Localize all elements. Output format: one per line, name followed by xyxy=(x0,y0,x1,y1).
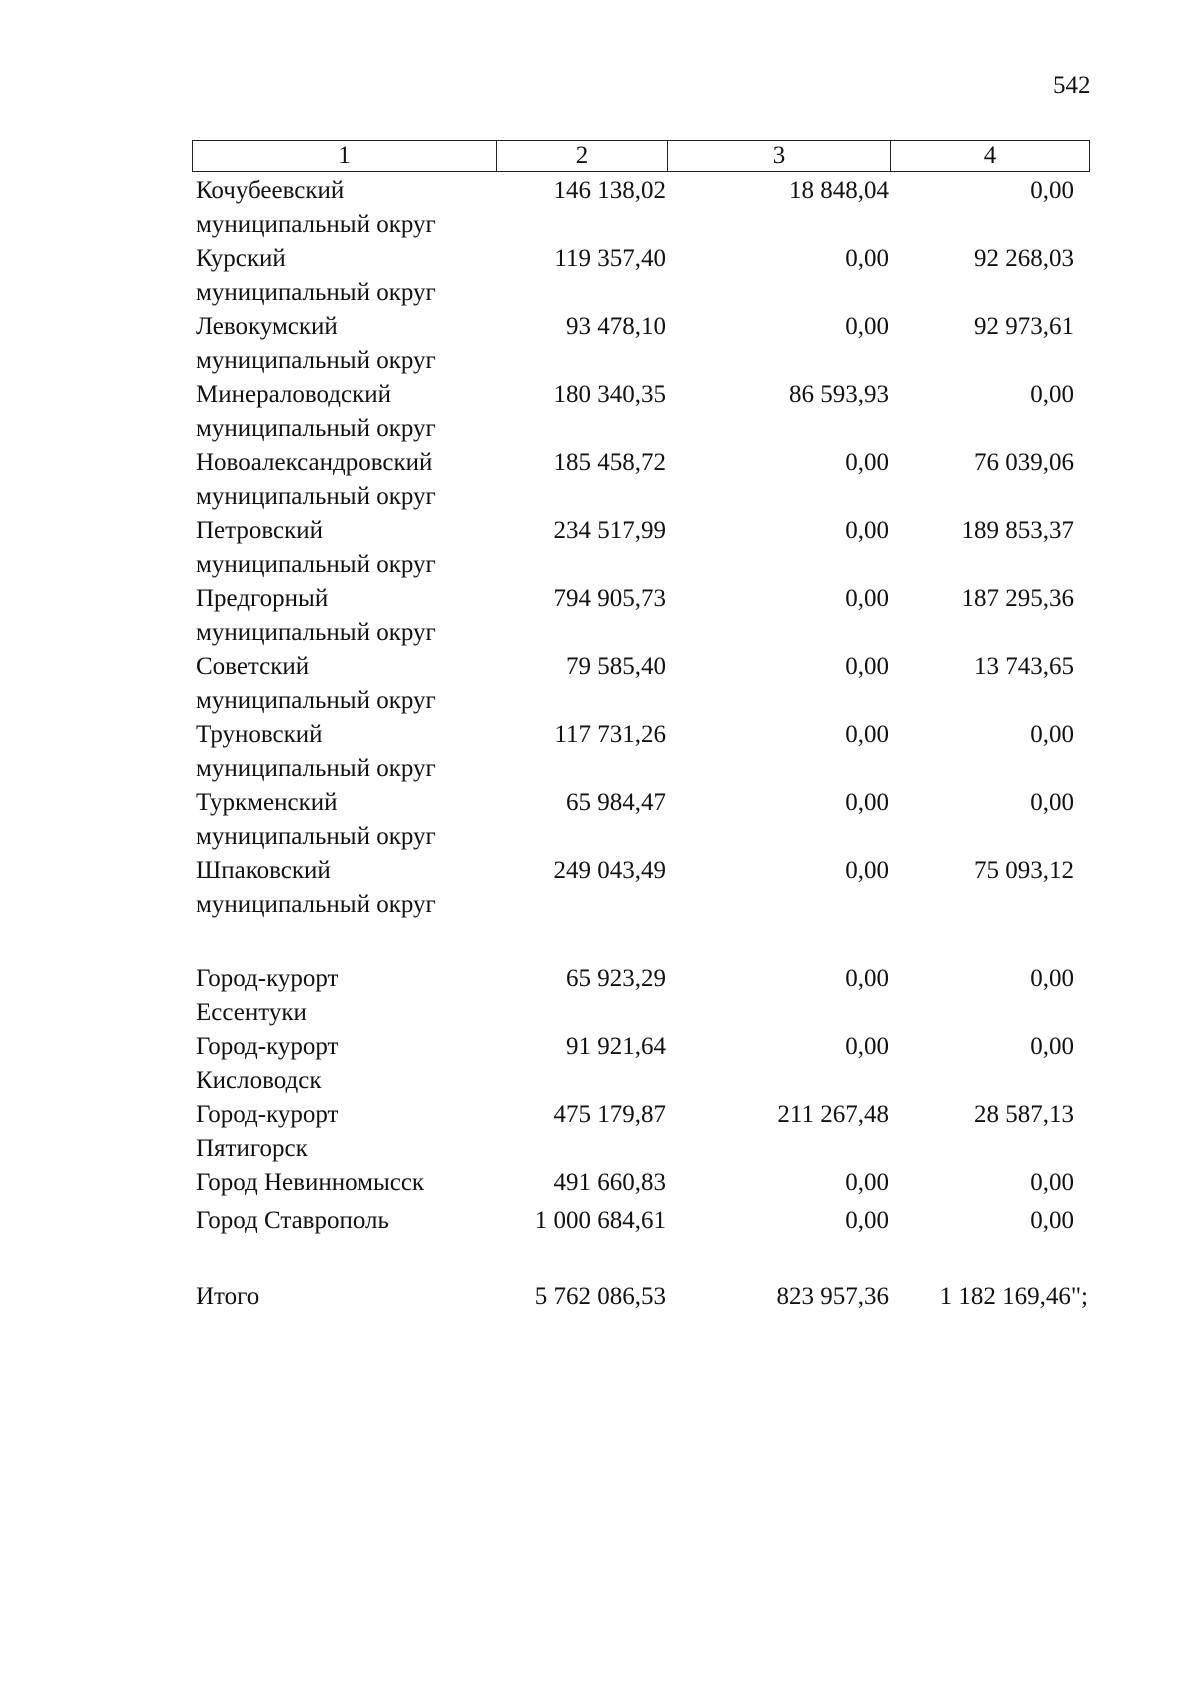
row-name-line1: Город-курорт xyxy=(196,965,339,992)
row-col-3: 0,00 xyxy=(845,517,889,544)
row-col-4: 187 295,36 xyxy=(961,585,1074,612)
row-name-line2: Ессентуки xyxy=(196,999,307,1026)
row-name-line1: Новоалександровский xyxy=(196,449,433,476)
row-name-line2: муниципальный округ xyxy=(196,687,436,714)
row-col-4: 0,00 xyxy=(1030,381,1074,408)
row-name-line1: Город Невинномысск xyxy=(196,1169,425,1196)
row-col-4: 92 268,03 xyxy=(974,245,1074,272)
row-col-4: 0,00 xyxy=(1030,177,1074,204)
row-col-3: 86 593,93 xyxy=(789,381,889,408)
row-col-4: 28 587,13 xyxy=(974,1101,1074,1128)
column-number-header xyxy=(192,140,1090,172)
row-col-3: 0,00 xyxy=(845,245,889,272)
row-name-line1: Советский xyxy=(196,653,310,680)
row-col-2: 119 357,40 xyxy=(554,245,666,272)
row-col-2: 79 585,40 xyxy=(566,653,666,680)
row-name-line2: муниципальный округ xyxy=(196,415,436,442)
row-name-line1: Минераловодский xyxy=(196,381,392,408)
row-name-line2: Кисловодск xyxy=(196,1067,322,1094)
row-name-line2: муниципальный округ xyxy=(196,551,436,578)
row-col-4: 75 093,12 xyxy=(974,857,1074,884)
total-col-4: 1 182 169,46"; xyxy=(939,1283,1088,1310)
row-col-2: 180 340,35 xyxy=(553,381,666,408)
row-col-3: 0,00 xyxy=(845,449,889,476)
row-col-3: 0,00 xyxy=(845,721,889,748)
row-col-4: 0,00 xyxy=(1030,1207,1074,1234)
header-col-3: 3 xyxy=(668,141,891,172)
row-col-3: 211 267,48 xyxy=(777,1101,889,1128)
row-col-2: 249 043,49 xyxy=(553,857,666,884)
row-col-2: 91 921,64 xyxy=(566,1033,666,1060)
row-name-line1: Туркменский xyxy=(196,789,338,816)
row-col-3: 0,00 xyxy=(845,789,889,816)
row-name-line1: Курский xyxy=(196,245,286,272)
total-label: Итого xyxy=(196,1283,260,1310)
row-col-2: 65 923,29 xyxy=(566,965,666,992)
row-col-3: 0,00 xyxy=(845,965,889,992)
row-col-4: 0,00 xyxy=(1030,721,1074,748)
row-col-3: 0,00 xyxy=(845,857,889,884)
total-col-3: 823 957,36 xyxy=(776,1283,889,1310)
row-col-4: 0,00 xyxy=(1030,965,1074,992)
page-number: 542 xyxy=(1053,72,1091,99)
row-name-line1: Кочубеевский xyxy=(196,177,345,204)
total-col-2: 5 762 086,53 xyxy=(534,1283,666,1310)
row-col-2: 234 517,99 xyxy=(553,517,666,544)
row-name-line1: Город-курорт xyxy=(196,1101,339,1128)
row-name-line2: Пятигорск xyxy=(196,1135,308,1162)
row-col-2: 475 179,87 xyxy=(553,1101,666,1128)
row-name-line2: муниципальный округ xyxy=(196,347,436,374)
row-col-3: 18 848,04 xyxy=(789,177,889,204)
row-name-line2: муниципальный округ xyxy=(196,891,436,918)
row-col-2: 491 660,83 xyxy=(553,1169,666,1196)
header-col-4: 4 xyxy=(891,141,1090,172)
row-col-3: 0,00 xyxy=(845,585,889,612)
row-name-line1: Предгорный xyxy=(196,585,329,612)
header-col-1: 1 xyxy=(193,141,497,172)
row-name-line2: муниципальный округ xyxy=(196,211,436,238)
row-col-3: 0,00 xyxy=(845,1169,889,1196)
row-col-4: 189 853,37 xyxy=(961,517,1074,544)
row-col-4: 13 743,65 xyxy=(974,653,1074,680)
row-col-3: 0,00 xyxy=(845,1033,889,1060)
row-col-2: 794 905,73 xyxy=(553,585,666,612)
row-col-3: 0,00 xyxy=(845,1207,889,1234)
row-col-3: 0,00 xyxy=(845,313,889,340)
row-name-line1: Шпаковский xyxy=(196,857,331,884)
row-name-line1: Левокумский xyxy=(196,313,338,340)
row-name-line2: муниципальный округ xyxy=(196,823,436,850)
row-col-4: 92 973,61 xyxy=(974,313,1074,340)
row-col-3: 0,00 xyxy=(845,653,889,680)
row-col-2: 93 478,10 xyxy=(566,313,666,340)
header-col-2: 2 xyxy=(497,141,668,172)
row-col-2: 1 000 684,61 xyxy=(534,1207,666,1234)
row-name-line1: Город-курорт xyxy=(196,1033,339,1060)
row-name-line2: муниципальный округ xyxy=(196,483,436,510)
row-col-4: 0,00 xyxy=(1030,1033,1074,1060)
row-name-line2: муниципальный округ xyxy=(196,755,436,782)
row-col-2: 146 138,02 xyxy=(553,177,666,204)
row-col-2: 117 731,26 xyxy=(554,721,666,748)
row-col-2: 65 984,47 xyxy=(566,789,666,816)
row-name-line1: Труновский xyxy=(196,721,323,748)
row-name-line2: муниципальный округ xyxy=(196,619,436,646)
row-name-line1: Город Ставрополь xyxy=(196,1207,389,1234)
row-col-4: 76 039,06 xyxy=(974,449,1074,476)
row-col-4: 0,00 xyxy=(1030,1169,1074,1196)
row-name-line1: Петровский xyxy=(196,517,324,544)
row-col-2: 185 458,72 xyxy=(553,449,666,476)
row-name-line2: муниципальный округ xyxy=(196,279,436,306)
row-col-4: 0,00 xyxy=(1030,789,1074,816)
